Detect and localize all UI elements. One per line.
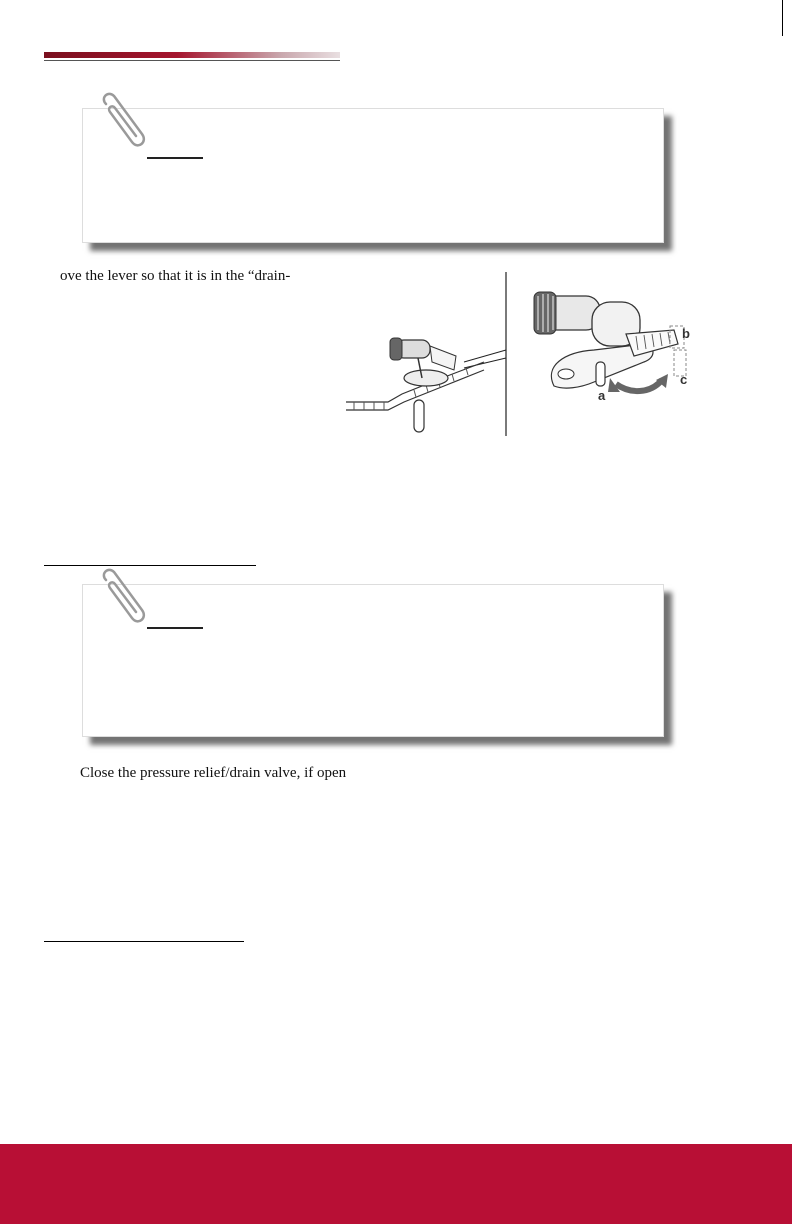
section-header-underline [44,60,340,61]
section-header-bar [44,52,340,58]
figure-label-c: c [680,372,688,387]
page-edge-rule [782,0,783,36]
note-box-2 [82,584,664,737]
note-box-1 [82,108,664,243]
paperclip-icon [96,566,156,628]
step-instruction: ove the lever so that it is in the “drain- [60,268,291,284]
drain-valve-figure [344,266,704,444]
page-footer-band [0,1144,792,1224]
figure-label-b: b [682,326,690,341]
figure-label-a: a [598,388,606,403]
section-heading-underline-2 [44,941,244,942]
close-valve-instruction: Close the pressure relief/drain valve, if open [80,765,347,781]
paperclip-icon [96,90,156,152]
